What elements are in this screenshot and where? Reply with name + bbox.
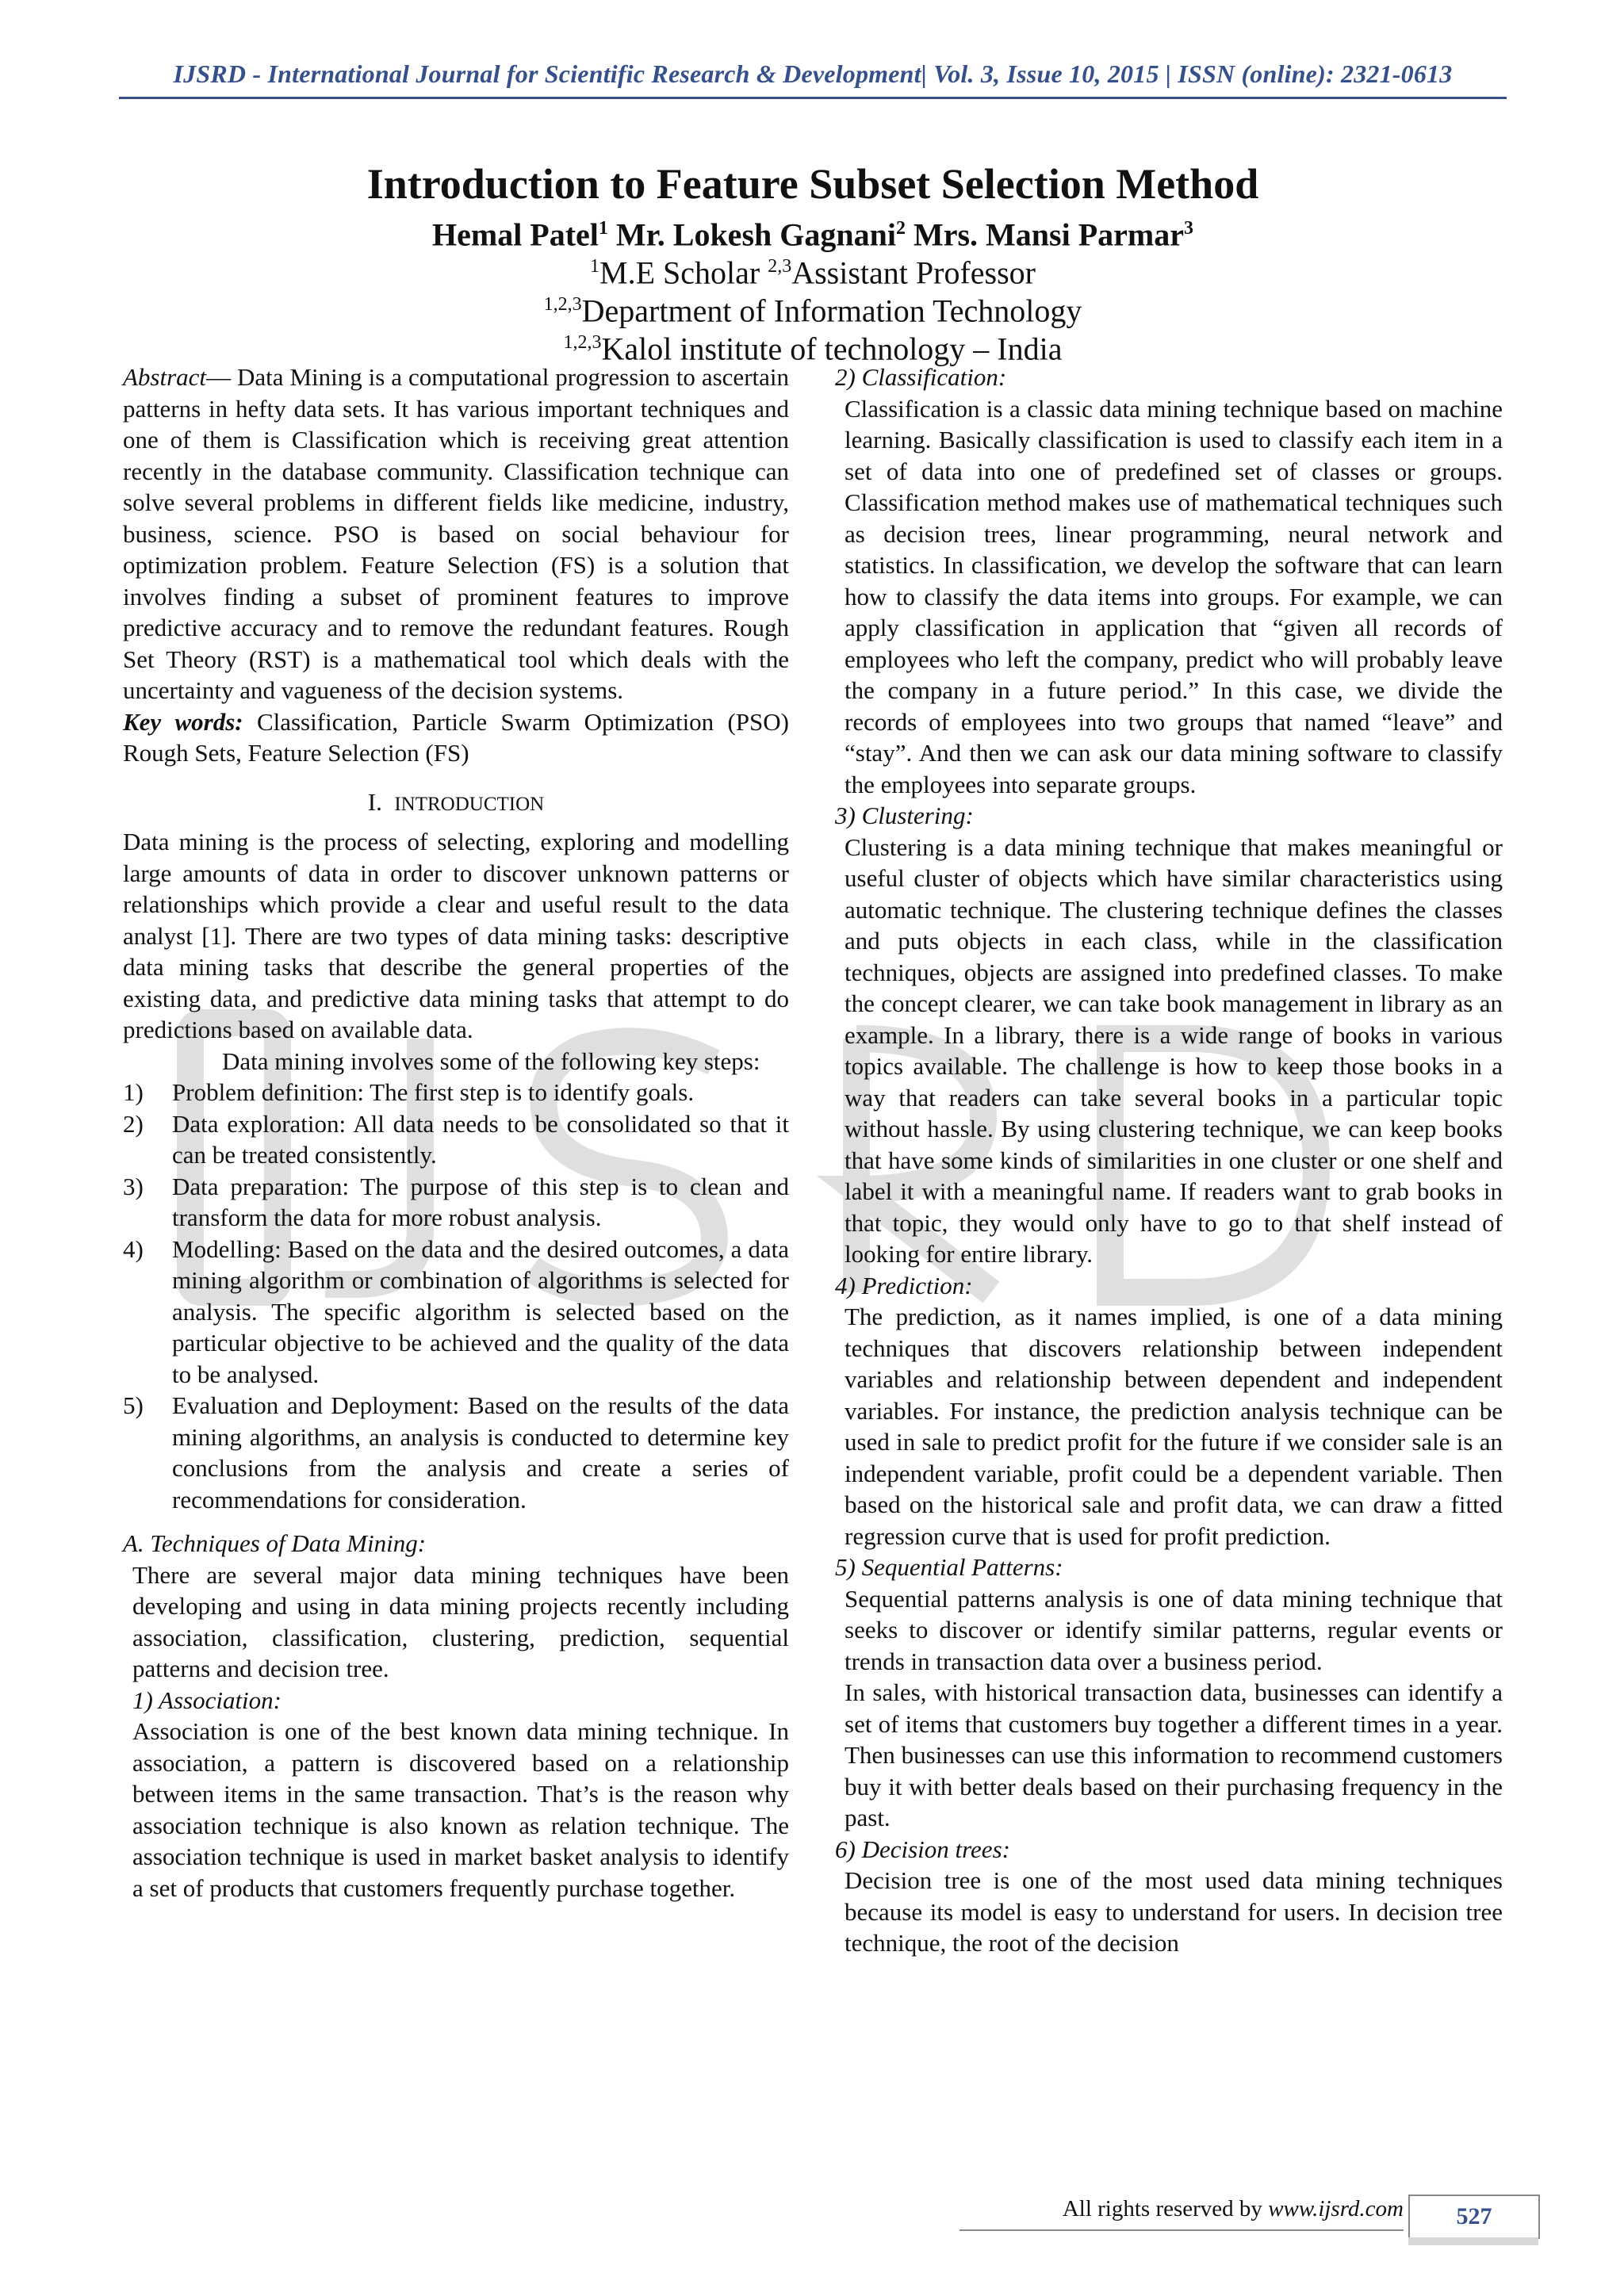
list-item bbox=[123, 1234, 789, 1391]
intro-paragraph-2: Data mining involves some of the following key steps: bbox=[222, 1047, 760, 1075]
section-heading-introduction bbox=[123, 786, 789, 821]
sequential-paragraph-1: Sequential patterns analysis is one of data mining technique that seeks to discover or identify similar patterns, regular events or trends in transaction data over a business period. bbox=[845, 1584, 1503, 1675]
prediction-paragraph: The prediction, as it names implied, is one of a data mining techniques that discovers relationship between independent variables and relationship between dependent and independent variables. For instance, the prediction analysis technique can be used in sale to predict profit for the future if we consider sale is an independent variable, profit could be a dependent variable. Then based on the historical sale and profit data, we can draw a fitted regression curve that is used for profit prediction. bbox=[845, 1303, 1503, 1550]
author-2: Mr. Lokesh Gagnani bbox=[615, 216, 896, 253]
header-rule bbox=[119, 97, 1507, 99]
affil-text: Assistant Professor bbox=[791, 254, 1036, 291]
list-text: Modelling: Based on the data and the desired outcomes, a data mining algorithm or combination of algorithms is selected for analysis. The specific algorithm is selected based on the particular objective to be achieved and the quality of the data to be analysed. bbox=[172, 1234, 789, 1388]
affil-text: M.E Scholar bbox=[599, 254, 768, 291]
list-text: Data preparation: The purpose of this step is to clean and transform the data for more robust analysis. bbox=[172, 1172, 789, 1231]
heading-association: 1) Association: bbox=[132, 1686, 282, 1714]
journal-header: IJSRD - International Journal for Scientific Research & Development| Vol. 3, Issue 10, 2015 | ISSN (online): 2321-0613 bbox=[173, 59, 1453, 88]
author-1-sup: 1 bbox=[598, 218, 608, 239]
list-number: 2) bbox=[123, 1109, 144, 1138]
heading-classification: 2) Classification: bbox=[835, 363, 1007, 391]
author-3: Mrs. Mansi Parmar bbox=[913, 216, 1184, 253]
list-item bbox=[123, 1390, 789, 1515]
page-number: 527 bbox=[1408, 2195, 1540, 2239]
affil-sup: 2,3 bbox=[768, 256, 792, 277]
list-number: 1) bbox=[123, 1078, 144, 1106]
paper-title: Introduction to Feature Subset Selection Method bbox=[366, 160, 1259, 208]
list-number: 4) bbox=[123, 1234, 144, 1263]
heading-prediction: 4) Prediction: bbox=[835, 1271, 973, 1299]
section-title: INTRODUCTION bbox=[394, 793, 545, 815]
keywords-label: Key words: bbox=[123, 707, 243, 736]
keywords bbox=[123, 706, 789, 769]
author-3-sup: 3 bbox=[1183, 218, 1193, 239]
list-number: 3) bbox=[123, 1172, 144, 1200]
abstract-dash: — bbox=[206, 363, 237, 391]
decision-trees-paragraph: Decision tree is one of the most used data mining techniques because its model is easy to understand for users. In decision tree technique, the root of the decision bbox=[845, 1866, 1503, 1957]
list-item bbox=[123, 1108, 789, 1171]
affil-sup: 1,2,3 bbox=[563, 332, 602, 353]
section-number: I. bbox=[367, 787, 382, 816]
rights-text: All rights reserved by bbox=[1062, 2196, 1269, 2221]
abstract-text: Data Mining is a computational progression to ascertain patterns in hefty data sets. It has various important techniques and one of them is Classification which is receiving great attention recently in the database community. Classification technique can solve several problems in different fields like medicine, industry, business, science. PSO is based on social behaviour for optimization problem. Feature Selection (FS) is a solution that involves finding a subset of prominent features to improve predictive accuracy and to remove the redundant features. Rough Set Theory (RST) is a mathematical tool which deals with the uncertainty and vagueness of the decision systems. bbox=[123, 363, 790, 704]
list-text: Evaluation and Deployment: Based on the results of the data mining algorithms, an analysis is conducted to determine key conclusions from the analysis and create a series of recommendations for consideration. bbox=[172, 1391, 789, 1513]
abstract bbox=[123, 362, 789, 706]
footer-rights bbox=[952, 2196, 1404, 2222]
affil-sup: 1 bbox=[590, 256, 600, 277]
list-number: 5) bbox=[123, 1391, 144, 1419]
list-text: Data exploration: All data needs to be consolidated so that it can be treated consistently. bbox=[172, 1109, 789, 1169]
techniques-paragraph: There are several major data mining techniques have been developing and using in data mining projects recently including association, classification, clustering, prediction, sequential patterns and decision tree. bbox=[132, 1560, 789, 1682]
keywords-text: Classification, Particle Swarm Optimization (PSO) Rough Sets, Feature Selection (FS) bbox=[123, 707, 789, 767]
list-item bbox=[123, 1077, 789, 1108]
heading-clustering: 3) Clustering: bbox=[835, 802, 974, 829]
heading-sequential-patterns: 5) Sequential Patterns: bbox=[835, 1553, 1063, 1581]
site-link[interactable]: www.ijsrd.com bbox=[1268, 2196, 1404, 2221]
list-item bbox=[123, 1171, 789, 1234]
affil-text: Department of Information Technology bbox=[581, 293, 1082, 329]
sequential-paragraph-2: In sales, with historical transaction data, businesses can identify a set of items that customers buy together a different times in a year. Then businesses can use this information to recommend customers buy it with better deals based on their purchasing frequency in the past. bbox=[845, 1678, 1503, 1831]
affil-sup: 1,2,3 bbox=[543, 294, 582, 315]
left-column bbox=[123, 362, 789, 1904]
steps-list bbox=[123, 1077, 789, 1515]
author-2-sup: 2 bbox=[895, 218, 906, 239]
heading-decision-trees: 6) Decision trees: bbox=[835, 1835, 1010, 1863]
clustering-paragraph: Clustering is a data mining technique that makes meaningful or useful cluster of objects which have similar characteristics using automatic technique. The clustering technique defines the classes and puts objects in each class, while in the classification techniques, objects are assigned into predefined classes. To make the concept clearer, we can take book management in library as an example. In a library, there is a wide range of books in various topics available. The challenge is how to keep those books in a way that readers can take several books in a particular topic without hassle. By using clustering technique, we can keep books that have some kinds of similarities in one cluster or one shelf and label it with a meaningful name. If readers want to grab books in that topic, they would only have to go to that shelf instead of looking for entire library. bbox=[845, 832, 1503, 1268]
affil-text: Kalol institute of technology – India bbox=[601, 331, 1063, 367]
subsection-heading-techniques: A. Techniques of Data Mining: bbox=[123, 1529, 427, 1557]
intro-paragraph-1: Data mining is the process of selecting, exploring and modelling large amounts of data in order to discover unknown patterns or relationships which provide a clear and useful result to the data analyst [1]. There are two types of data mining tasks: descriptive data mining tasks that describe the general properties of the existing data, and predictive data mining tasks that attempt to do predictions based on available data. bbox=[123, 828, 789, 1043]
abstract-label: Abstract bbox=[123, 363, 207, 391]
list-text: Problem definition: The first step is to identify goals. bbox=[172, 1078, 695, 1106]
author-1: Hemal Patel bbox=[432, 216, 599, 253]
classification-paragraph: Classification is a classic data mining technique based on machine learning. Basically classification is used to classify each item in a set of data into one of predefined set of classes or groups. Classification method makes use of mathematical techniques such as decision trees, linear programming, neural network and statistics. In classification, we develop the software that can learn how to classify the data items into groups. For example, we can apply classification in application that “given all records of employees who left the company, predict who will probably leave the company in a future period.” In this case, we divide the records of employees into two groups that named “leave” and “stay”. And then we can ask our data mining software to classify the employees into separate groups. bbox=[845, 394, 1503, 798]
right-column bbox=[835, 362, 1503, 1959]
footer-rule bbox=[959, 2229, 1404, 2231]
footer-shadow-bar bbox=[1408, 2237, 1538, 2245]
association-paragraph: Association is one of the best known data mining technique. In association, a pattern is discovered based on a relationship between items in the same transaction. That’s is the reason why association technique is also known as relation technique. The association technique is used in market basket analysis to identify a set of products that customers frequently purchase together. bbox=[132, 1717, 789, 1902]
